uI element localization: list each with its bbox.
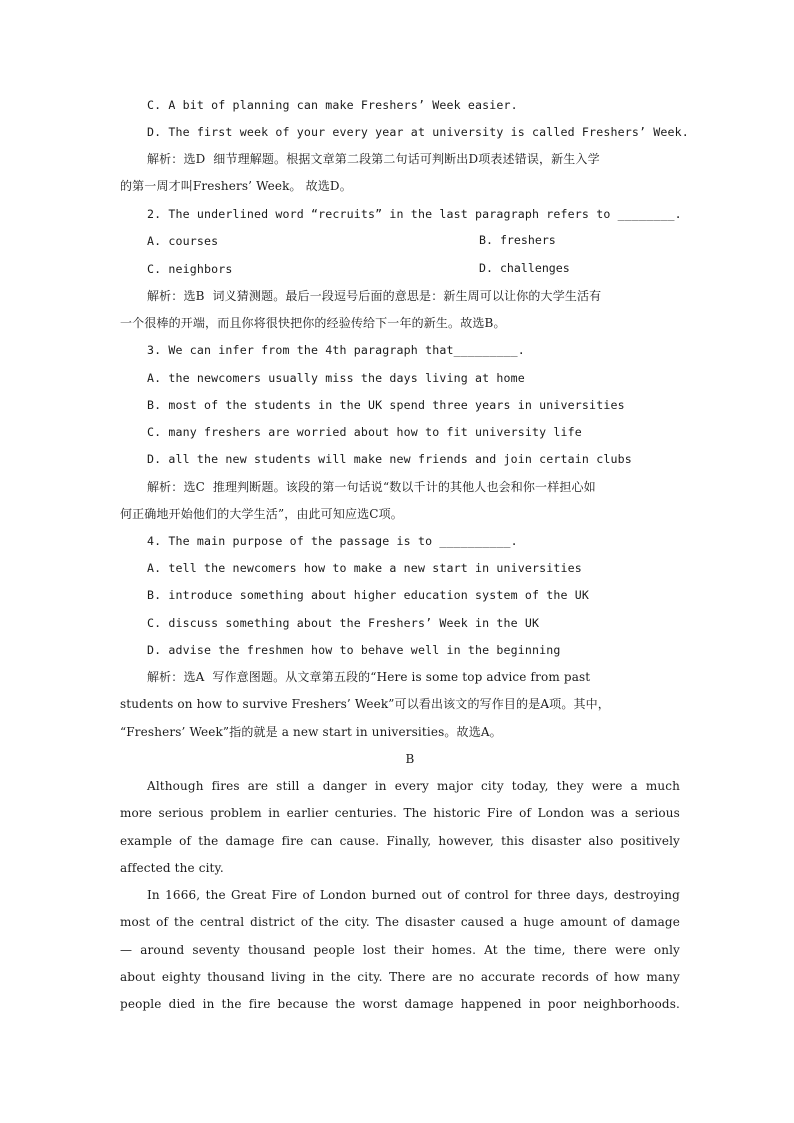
q4-explanation-line1: 解析：选A 写作意图题。从文章第五段的“Here is some top advice from past — [147, 670, 591, 684]
q4-stem: 4. The main purpose of the passage is to __________. — [147, 534, 518, 548]
passage-p2-line3: — around seventy thousand people lost their homes. At the time, there were only — [120, 943, 680, 957]
q1-explanation-line2: 的第一周才叫Freshers’ Week。 故选D。 — [120, 179, 352, 193]
section-b-label: B — [405, 752, 415, 766]
passage-p1-line4: affected the city. — [120, 861, 224, 875]
q3-option-d: D. all the new students will make new friends and join certain clubs — [147, 452, 632, 466]
q4-explanation-line3: “Freshers’ Week”指的就是 a new start in universities。故选A。 — [120, 725, 502, 739]
q1-option-d: D. The first week of your every year at university is called Freshers’ Week. — [147, 125, 689, 139]
passage-p1-line1: Although fires are still a danger in every major city today, they were a much — [147, 779, 680, 793]
q3-option-c: C. many freshers are worried about how to fit university life — [147, 425, 582, 439]
q2-option-b: B. freshers — [479, 233, 556, 247]
q4-option-d: D. advise the freshmen how to behave well in the beginning — [147, 643, 561, 657]
q3-option-b: B. most of the students in the UK spend three years in universities — [147, 398, 625, 412]
q2-option-c: C. neighbors — [147, 262, 233, 276]
passage-p2-line4: about eighty thousand living in the city. There are no accurate records of how many — [120, 970, 680, 984]
q4-option-a: A. tell the newcomers how to make a new start in universities — [147, 561, 582, 575]
passage-p1-line2: more serious problem in earlier centuries. The historic Fire of London was a serious — [120, 806, 680, 820]
q4-option-c: C. discuss something about the Freshers’ Week in the UK — [147, 616, 540, 630]
q4-option-b: B. introduce something about higher education system of the UK — [147, 588, 590, 602]
q3-explanation-line2: 何正确地开始他们的大学生活”，由此可知应选C项。 — [120, 507, 403, 521]
q2-option-d: D. challenges — [479, 261, 570, 275]
q2-explanation-line1: 解析：选B 词义猜测题。最后一段逗号后面的意思是：新生周可以让你的大学生活有 — [147, 289, 602, 303]
q3-option-a: A. the newcomers usually miss the days living at home — [147, 371, 525, 385]
passage-p2-line5: people died in the fire because the worst damage happened in poor neighborhoods. — [120, 997, 680, 1011]
q2-stem: 2. The underlined word “recruits” in the last paragraph refers to ________. — [147, 207, 682, 221]
q1-option-c: C. A bit of planning can make Freshers’ Week easier. — [147, 98, 518, 112]
passage-p2-line1: In 1666, the Great Fire of London burned out of control for three days, destroying — [147, 888, 680, 902]
q2-explanation-line2: 一个很棒的开端，而且你将很快把你的经验传给下一年的新生。故选B。 — [120, 316, 506, 330]
q2-option-a: A. courses — [147, 234, 219, 248]
q4-explanation-line2: students on how to survive Freshers’ Week”可以看出该文的写作目的是A项。其中， — [120, 697, 610, 711]
passage-p1-line3: example of the damage fire can cause. Finally, however, this disaster also positively — [120, 834, 680, 848]
q3-explanation-line1: 解析：选C 推理判断题。该段的第一句话说“数以千计的其他人也会和你一样担心如 — [147, 480, 596, 494]
q1-explanation-line1: 解析：选D 细节理解题。根据文章第二段第二句话可判断出D项表述错误，新生入学 — [147, 152, 600, 166]
q3-stem: 3. We can infer from the 4th paragraph that_________. — [147, 343, 525, 357]
passage-p2-line2: most of the central district of the city. The disaster caused a huge amount of damage — [120, 915, 680, 929]
